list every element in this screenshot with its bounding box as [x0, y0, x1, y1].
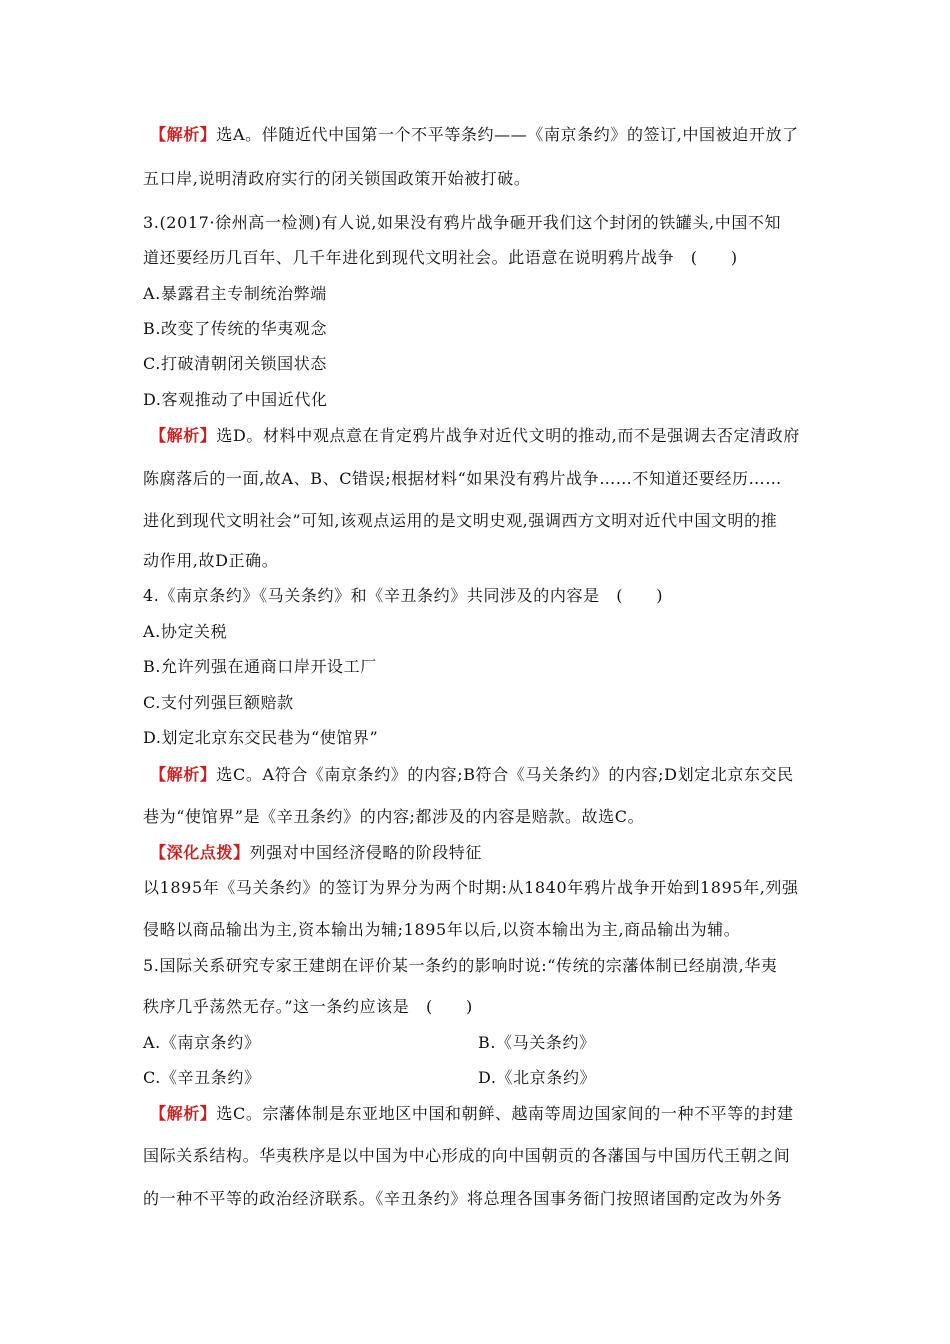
question-4-option-c: C.支付列强巨额赔款 [143, 693, 294, 712]
question-5-option-d: D.《北京条约》 [478, 1068, 597, 1087]
analysis-text: 进化到现代文明社会”可知,该观点运用的是文明史观,强调西方文明对近代中国文明的推 [143, 511, 778, 530]
deepen-tag: 【深化点拨】 [150, 843, 250, 862]
question-3-stem: 3.(2017·徐州高一检测)有人说,如果没有鸦片战争砸开我们这个封闭的铁罐头,中国不知 [143, 213, 782, 232]
question-5-option-a: A.《南京条约》 [143, 1033, 261, 1052]
question-4-option-a: A.协定关税 [143, 622, 228, 641]
analysis-text: 的一种不平等的政治经济联系。《辛丑条约》将总理各国事务衙门按照诸国酌定改为外务 [143, 1189, 783, 1208]
question-3-option-a: A.暴露君主专制统治弊端 [143, 284, 327, 303]
analysis-text: 国际关系结构。华夷秩序是以中国为中心形成的向中国朝贡的各藩国与中国历代王朝之间 [143, 1146, 791, 1165]
analysis-block-q3 [150, 426, 800, 446]
analysis-text: 动作用,故D正确。 [143, 551, 279, 570]
question-5-stem: 秩序几乎荡然无存。”这一条约应该是 ( ) [143, 997, 473, 1016]
analysis-text: 巷为“使馆界”是《辛丑条约》的内容;都涉及的内容是赔款。故选C。 [143, 807, 645, 826]
deepen-title: 列强对中国经济侵略的阶段特征 [249, 843, 483, 862]
question-5-stem: 5.国际关系研究专家王建朗在评价某一条约的影响时说:“传统的宗藩体制已经崩溃,华夷 [143, 956, 778, 975]
analysis-text: 陈腐落后的一面,故A、B、C错误;根据材料“如果没有鸦片战争……不知道还要经历…… [143, 469, 782, 488]
analysis-text: 五口岸,说明清政府实行的闭关锁国政策开始被打破。 [143, 169, 531, 188]
analysis-text: 选D。材料中观点意在肯定鸦片战争对近代文明的推动,而不是强调去否定清政府 [216, 426, 800, 445]
question-4-option-b: B.允许列强在通商口岸开设工厂 [143, 657, 377, 676]
deepen-text: 侵略以商品输出为主,资本输出为辅;1895年以后,以资本输出为主,商品输出为辅。 [143, 920, 741, 939]
analysis-text: 选A。伴随近代中国第一个不平等条约——《南京条约》的签订,中国被迫开放了 [216, 125, 799, 144]
analysis-text: 选C。宗藩体制是东亚地区中国和朝鲜、越南等周边国家间的一种不平等的封建 [216, 1104, 794, 1123]
analysis-text: 选C。A符合《南京条约》的内容;B符合《马关条约》的内容;D划定北京东交民 [216, 765, 794, 784]
analysis-block-q4 [150, 765, 794, 785]
question-3-option-c: C.打破清朝闭关锁国状态 [143, 354, 327, 373]
question-3-option-b: B.改变了传统的华夷观念 [143, 319, 328, 338]
analysis-block-q2 [150, 125, 799, 145]
question-4-stem: 4.《南京条约》《马关条约》和《辛丑条约》共同涉及的内容是 ( ) [143, 586, 664, 605]
analysis-tag: 【解析】 [150, 426, 217, 445]
analysis-block-q5 [150, 1104, 794, 1124]
question-5-option-c: C.《辛丑条约》 [143, 1068, 261, 1087]
analysis-tag: 【解析】 [150, 765, 217, 784]
deepen-block [150, 843, 482, 863]
deepen-text: 以1895年《马关条约》的签订为界分为两个时期:从1840年鸦片战争开始到1895年,列强 [143, 878, 799, 897]
analysis-tag: 【解析】 [150, 125, 217, 144]
question-3-stem: 道还要经历几百年、几千年进化到现代文明社会。此语意在说明鸦片战争 ( ) [143, 248, 738, 267]
analysis-tag: 【解析】 [150, 1104, 217, 1123]
question-4-option-d: D.划定北京东交民巷为“使馆界” [143, 728, 379, 747]
question-3-option-d: D.客观推动了中国近代化 [143, 390, 328, 409]
question-5-option-b: B.《马关条约》 [478, 1033, 596, 1052]
